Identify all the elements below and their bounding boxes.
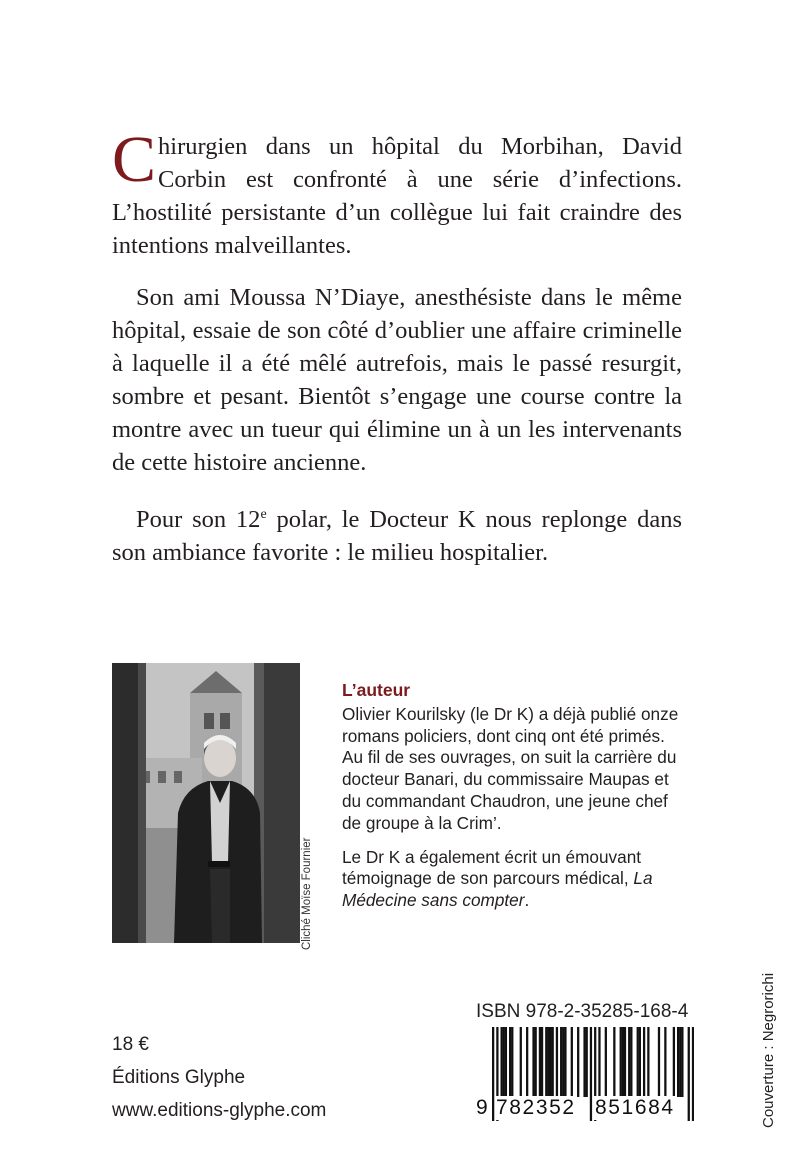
barcode-group-1: 782352 [496, 1096, 576, 1119]
author-bio: Olivier Kourilsky (le Dr K) a déjà publié onze romans policiers, dont cinq ont été primés. Au fil de ses ouvrages, on suit la carrière du docteur Banari, du commissaire Maupas et du commandant Chaudron, une jeune chef de groupe à la Crim’. [342, 703, 679, 833]
author-photo [112, 663, 300, 943]
blurb-p3-before: Pour son 12 [136, 506, 261, 533]
back-cover-blurb [112, 123, 682, 588]
barcode-bar [535, 1027, 537, 1097]
blurb-p3-after: polar, le Docteur K nous replonge dans son ambiance favorite : le milieu hospitalier. [112, 506, 682, 566]
barcode-bar [613, 1027, 615, 1097]
publisher-info [112, 1028, 326, 1127]
barcode-bar [658, 1027, 660, 1097]
author-other-work-end: . [524, 890, 530, 911]
barcode-bar [620, 1027, 622, 1097]
blurb-paragraph-2: Son ami Moussa N’Diaye, anesthésiste dans le même hôpital, essaie de son côté d’oublier une affaire criminelle à laquelle il a été mêlé autrefois, mais le passé resurgit, sombre et pesant. Bientôt s’engage une course contre la montre avec un tueur qui élimine un à un les intervenants de cette histoire ancienne. [112, 284, 682, 476]
publisher-website: www.editions-glyphe.com [112, 1100, 327, 1121]
ordinal-superscript: e [260, 507, 267, 522]
barcode-bar [501, 1027, 503, 1097]
barcode-group-2: 851684 [595, 1096, 675, 1119]
author-photo-image [112, 663, 300, 943]
barcode-digits [476, 1096, 696, 1120]
barcode-bar [539, 1027, 541, 1097]
barcode-bar [547, 1027, 549, 1097]
author-other-work [342, 847, 682, 912]
photo-credit-text: Cliché Moïse Fournier [301, 837, 313, 950]
drop-cap: C [112, 123, 157, 196]
barcode-bar [622, 1027, 624, 1097]
barcode-bar [532, 1027, 534, 1097]
barcode-lead-digit: 9 [476, 1096, 490, 1119]
barcode-bar [526, 1027, 528, 1097]
barcode-bar [647, 1027, 649, 1097]
photo-credit [299, 830, 319, 950]
barcode-bar [643, 1027, 645, 1097]
barcode-bar [639, 1027, 641, 1097]
barcode-bar [511, 1027, 513, 1097]
blurb-paragraph-3 [112, 498, 682, 569]
barcode-bar [556, 1027, 558, 1097]
barcode-bar [541, 1027, 543, 1097]
barcode-bar [679, 1027, 681, 1097]
barcode-bar [598, 1027, 600, 1097]
isbn-label: ISBN 978-2-35285-168-4 [476, 1001, 689, 1022]
barcode-bar [637, 1027, 639, 1097]
barcode-bar [630, 1027, 632, 1097]
publisher-name: Éditions Glyphe [112, 1067, 246, 1088]
barcode-bar [624, 1027, 626, 1097]
barcode-bar [586, 1027, 588, 1097]
barcode-bar [577, 1027, 579, 1097]
blurb-paragraph-1 [112, 123, 682, 262]
barcode-bar [562, 1027, 564, 1097]
barcode-bar [583, 1027, 585, 1097]
barcode-bar [605, 1027, 607, 1097]
barcode-bar [664, 1027, 666, 1097]
barcode-bar [628, 1027, 630, 1097]
barcode-bar [681, 1027, 683, 1097]
barcode-bar [673, 1027, 675, 1097]
author-heading: L’auteur [342, 680, 411, 700]
blurb-p1-text: hirurgien dans un hôpital du Morbihan, David Corbin est confronté à une série d’infections. L’hostilité persistante d’un collègue lui fait craindre des intentions malveillantes. [112, 133, 682, 259]
barcode-bar [509, 1027, 511, 1097]
price: 18 € [112, 1034, 149, 1055]
barcode-bar [564, 1027, 566, 1097]
barcode-bar [571, 1027, 573, 1097]
barcode-bar [552, 1027, 554, 1097]
barcode-bar [677, 1027, 679, 1097]
barcode-bar [549, 1027, 551, 1097]
barcode-bar [503, 1027, 505, 1097]
cover-credit-text: Couverture : Negrorichi [760, 972, 777, 1128]
cover-credit [758, 968, 780, 1128]
barcode-bar [505, 1027, 507, 1097]
author-other-work-text: Le Dr K a également écrit un émouvant témoignage de son parcours médical, [342, 846, 642, 889]
barcode-bar [545, 1027, 547, 1097]
book-title: La Médecine sans compter [342, 868, 653, 911]
author-section [342, 680, 682, 924]
barcode-bar [560, 1027, 562, 1097]
barcode-bar [520, 1027, 522, 1097]
